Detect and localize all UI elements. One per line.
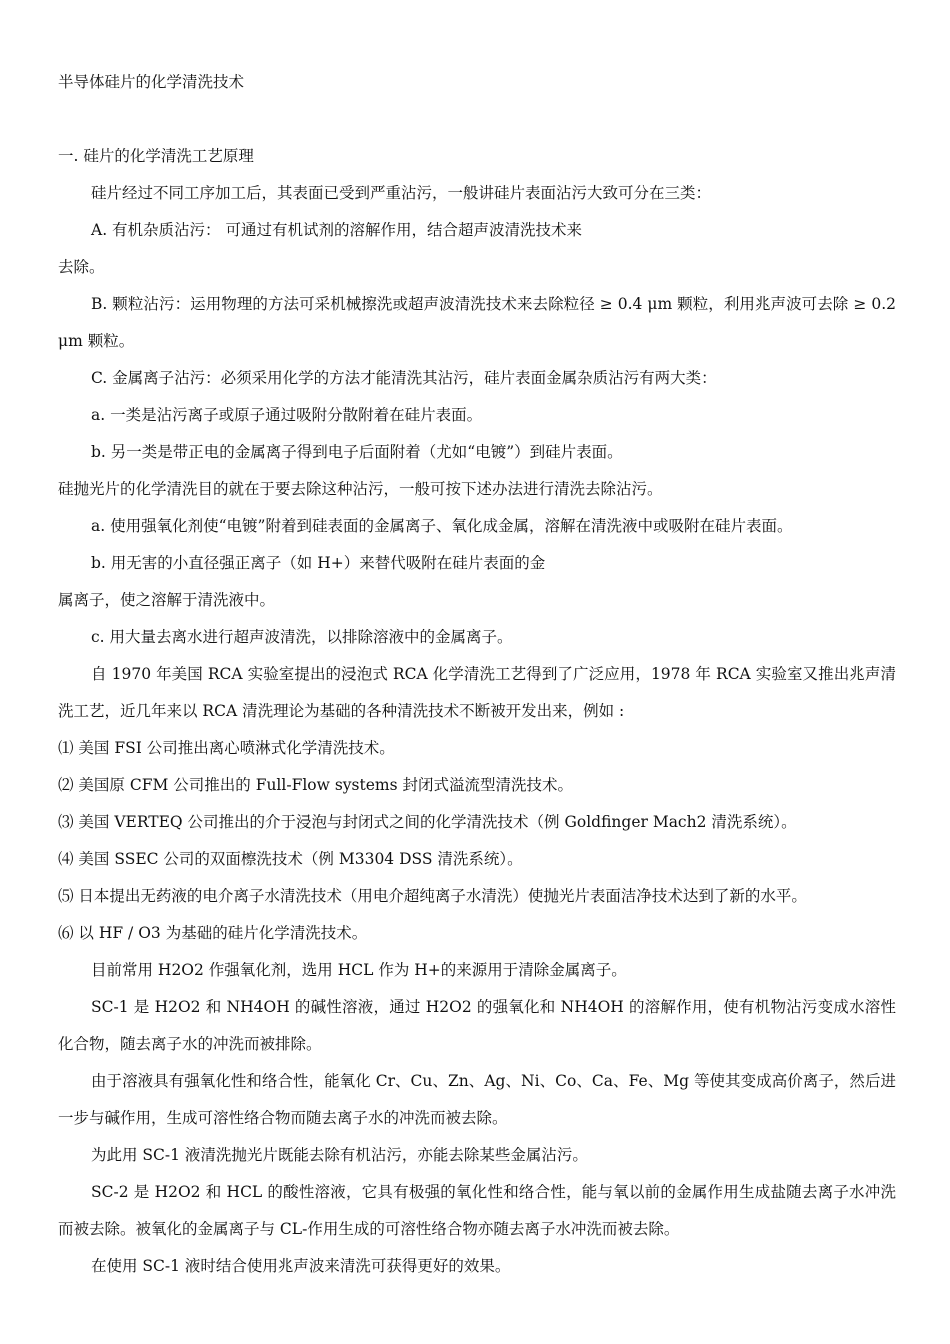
paragraph: A. 有机杂质沾污： 可通过有机试剂的溶解作用，结合超声波清洗技术来: [91, 221, 582, 239]
list-item: ⑶ 美国 VERTEQ 公司推出的介于浸泡与封闭式之间的化学清洗技术（例 Goldfinger Mach2 清洗系统）。: [58, 813, 797, 831]
paragraph: C. 金属离子沾污：必须采用化学的方法才能清洗其沾污，硅片表面金属杂质沾污有两大类：: [91, 369, 717, 387]
paragraph: B. 颗粒沾污：运用物理的方法可采机械擦洗或超声波清洗技术来去除粒径 ≥ 0.4 μm 颗粒，利用兆声波可去除 ≥ 0.2 μm 颗粒。: [58, 295, 896, 350]
paragraph: 硅抛光片的化学清洗目的就在于要去除这种沾污，一般可按下述办法进行清洗去除沾污。: [58, 480, 663, 498]
paragraph: 在使用 SC-1 液时结合使用兆声波来清洗可获得更好的效果。: [91, 1257, 511, 1275]
paragraph: a. 一类是沾污离子或原子通过吸附分散附着在硅片表面。: [91, 406, 483, 424]
paragraph: SC-1 是 H2O2 和 NH4OH 的碱性溶液，通过 H2O2 的强氧化和 NH4OH 的溶解作用，使有机物沾污变成水溶性化合物，随去离子水的冲洗而被排除。: [58, 998, 896, 1053]
paragraph: b. 用无害的小直径强正离子（如 H+）来替代吸附在硅片表面的金: [91, 554, 546, 572]
section-heading: 一. 硅片的化学清洗工艺原理: [58, 147, 254, 165]
list-item: ⑸ 日本提出无药液的电介离子水清洗技术（用电介超纯离子水清洗）使抛光片表面洁净技术达到了新的水平。: [58, 887, 807, 905]
list-item: ⑵ 美国原 CFM 公司推出的 Full-Flow systems 封闭式溢流型清洗技术。: [58, 776, 573, 794]
document-body: [58, 64, 896, 1285]
paragraph: c. 用大量去离水进行超声波清洗，以排除溶液中的金属离子。: [91, 628, 513, 646]
list-item: ⑴ 美国 FSI 公司推出离心喷淋式化学清洗技术。: [58, 739, 395, 757]
paragraph: 由于溶液具有强氧化性和络合性，能氧化 Cr、Cu、Zn、Ag、Ni、Co、Ca、Fe、Mg 等使其变成高价离子，然后进一步与碱作用，生成可溶性络合物而随去离子水的冲洗而被去除。: [58, 1072, 896, 1127]
paragraph: a. 使用强氧化剂使“电镀”附着到硅表面的金属离子、氧化成金属，溶解在清洗液中或吸附在硅片表面。: [91, 517, 793, 535]
paragraph: b. 另一类是带正电的金属离子得到电子后面附着（尤如“电镀”）到硅片表面。: [91, 443, 623, 461]
document-title: 半导体硅片的化学清洗技术: [58, 73, 245, 91]
list-item: ⑷ 美国 SSEC 公司的双面檫洗技术（例 M3304 DSS 清洗系统）。: [58, 850, 523, 868]
paragraph: SC-2 是 H2O2 和 HCL 的酸性溶液，它具有极强的氧化性和络合性，能与氧以前的金属作用生成盐随去离子水冲洗而被去除。被氧化的金属离子与 CL-作用生成的可溶性络合物亦随去离子水冲洗而被去除。: [58, 1183, 896, 1238]
paragraph: 去除。: [58, 258, 105, 276]
list-item: ⑹ 以 HF / O3 为基础的硅片化学清洗技术。: [58, 924, 368, 942]
paragraph: 自 1970 年美国 RCA 实验室提出的浸泡式 RCA 化学清洗工艺得到了广泛应用，1978 年 RCA 实验室又推出兆声清洗工艺，近几年来以 RCA 清洗理论为基础的各种清洗技术不断被开发出来，例如 :: [58, 665, 896, 720]
paragraph: 硅片经过不同工序加工后，其表面已受到严重沾污，一般讲硅片表面沾污大致可分在三类：: [91, 184, 712, 202]
paragraph: 为此用 SC-1 液清洗抛光片既能去除有机沾污，亦能去除某些金属沾污。: [91, 1146, 588, 1164]
paragraph: 目前常用 H2O2 作强氧化剂，选用 HCL 作为 H+的来源用于清除金属离子。: [91, 961, 627, 979]
paragraph: 属离子，使之溶解于清洗液中。: [58, 591, 276, 609]
